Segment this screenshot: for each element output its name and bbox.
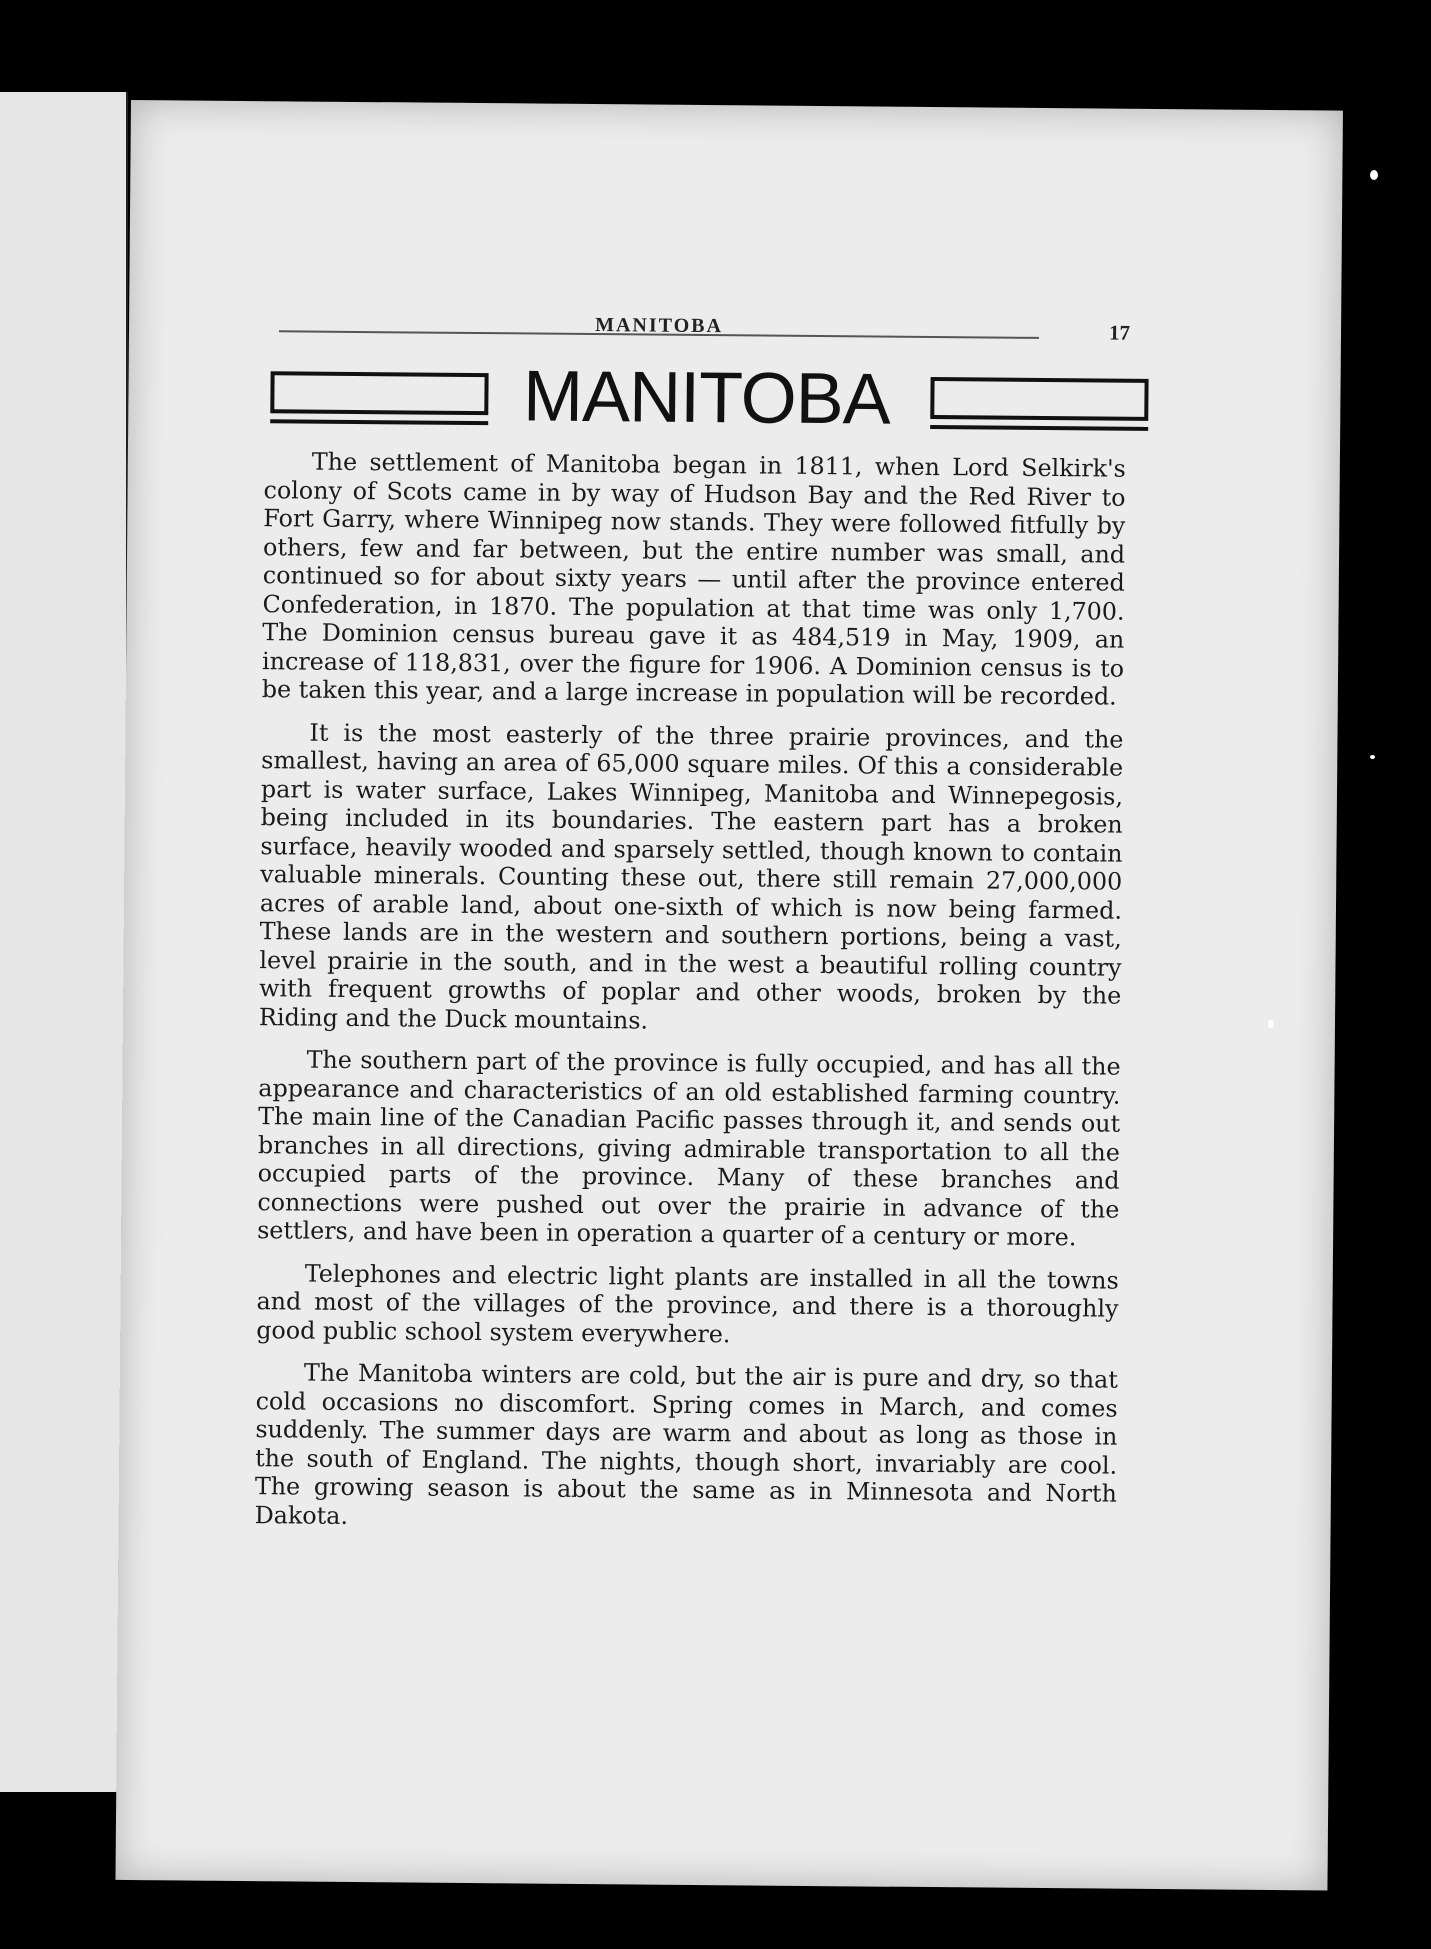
running-head-title: MANITOBA — [595, 314, 724, 338]
chapter-heading-block — [270, 356, 1141, 440]
chapter-heading: MANITOBA — [522, 356, 891, 440]
paragraph: The southern part of the province is fully occupied, and has all the appearance and characteristics of an old established farming country. The main line of the Canadian Pacific passes through it, and sends out branches in all directions, giving admirable transportation to all the occupied parts of the province. Many of these branches and connections were pushed out over the prairie in advance of the settlers, and have been in operation a quarter of a century or more. — [257, 1045, 1121, 1252]
paragraph: The Manitoba winters are cold, but the air is pure and dry, so that cold occasions no discomfort. Spring comes in March, and comes suddenly. The summer days are warm and about as long as those in the south of England. The nights, though short, invariably are cool. The growing season is about the same as in Minnesota and North Dakota. — [254, 1358, 1118, 1530]
paragraph: It is the most easterly of the three prairie provinces, and the smallest, having an area of 65,000 square miles. Of this a considerable part is water surface, Lakes Winnipeg, Manitoba and Winnepegosis, being included in its boundaries. The eastern part has a broken surface, heavily wooded and sparsely settled, though known to contain valuable minerals. Counting these out, there still remain 27,000,000 acres of arable land, about one-sixth of which is now being farmed. These lands are in the western and southern portions, being a vast, level prairie in the south, and in the west a beautiful rolling country with frequent growths of poplar and other woods, broken by the Riding and the Duck mountains. — [258, 718, 1124, 1035]
scan-speck — [1370, 755, 1375, 759]
heading-ornament-right — [930, 377, 1148, 421]
facing-page-edge — [0, 92, 128, 1792]
book-page — [115, 100, 1342, 1891]
paragraph: The settlement of Manitoba began in 1811, when Lord Selkirk's colony of Scots came in by way of Hudson Bay and the Red River to Fort Garry, where Winnipeg now stands. They were followed fitfully by others, few and far between, but the entire number was small, and continued so for about sixty years — until after the province entered Confederation, in 1870. The population at that time was only 1,700. The Dominion census bureau gave it as 484,519 in May, 1909, an increase of 118,831, over the figure for 1906. A Dominion census is to be taken this year, and a large increase in population will be recorded. — [261, 447, 1126, 711]
scan-speck — [1370, 170, 1378, 180]
scan-speck — [1268, 1020, 1274, 1028]
page-number: 17 — [1108, 320, 1131, 345]
heading-ornament-left — [270, 371, 488, 415]
body-text — [254, 447, 1126, 1550]
paragraph: Telephones and electric light plants are installed in all the towns and most of the villages of the province, and there is a thoroughly good public school system everywhere. — [256, 1259, 1119, 1348]
